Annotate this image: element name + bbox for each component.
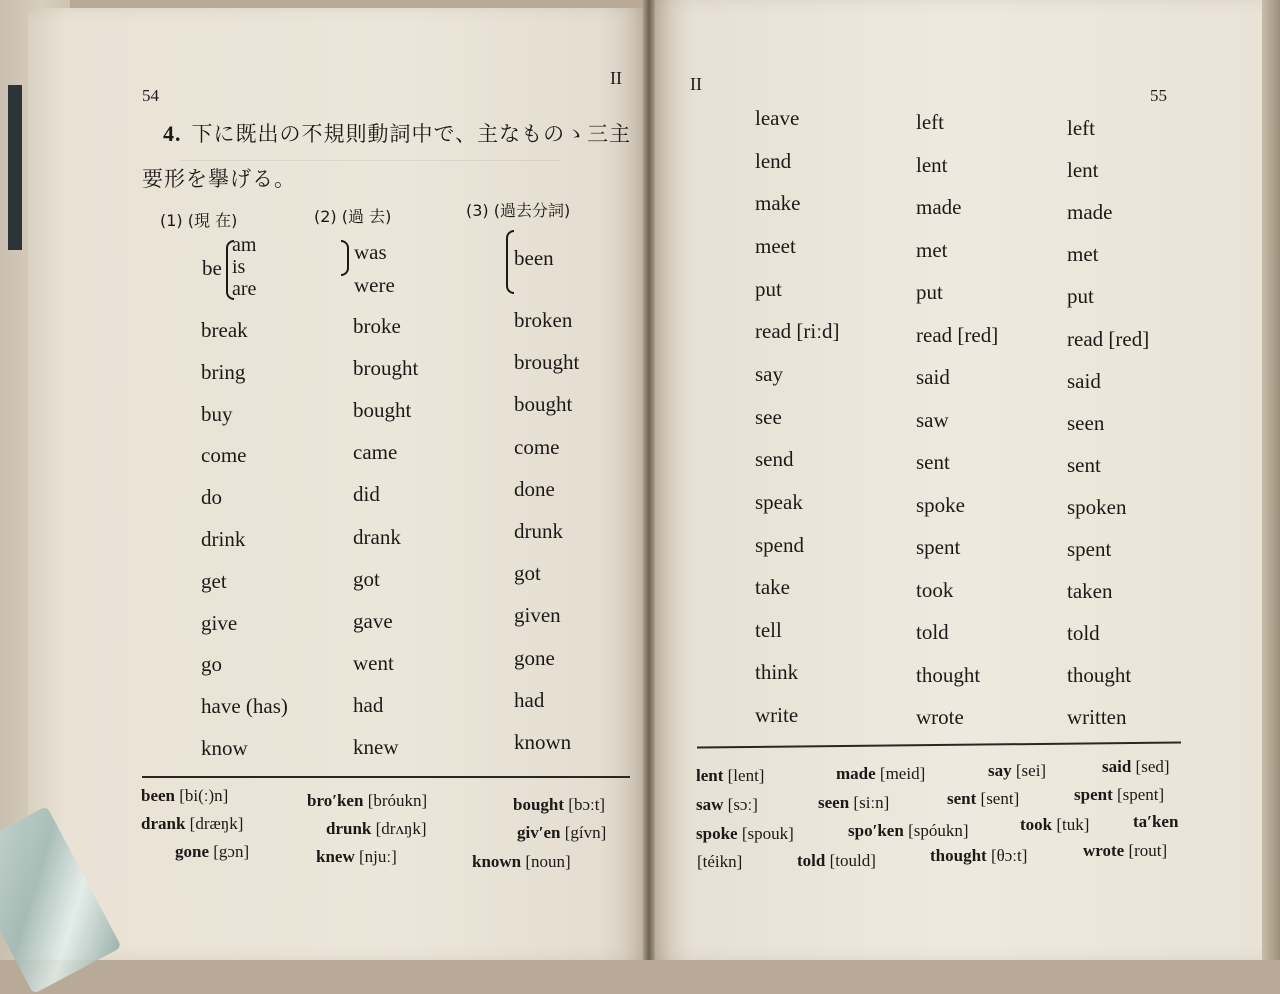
pronunciation-entry — [836, 764, 925, 784]
cover-spine-strip — [8, 85, 22, 250]
right-verb-participle-form: taken — [1067, 579, 1113, 604]
right-verb-past-form: said — [916, 365, 950, 389]
verb-be-been: been — [514, 246, 554, 270]
pronunciation-word: gone — [175, 842, 209, 861]
pronunciation-entry — [947, 789, 1019, 809]
pronunciation-ipa: [rout] — [1128, 841, 1168, 860]
right-verb-past-form: told — [916, 620, 949, 644]
col-head-num: (3) — [466, 201, 489, 220]
pronunciation-entry — [697, 852, 742, 872]
pronunciation-ipa: [θɔːt] — [990, 846, 1028, 865]
left-verb-present-form: give — [201, 610, 238, 635]
right-verb-past-form: made — [916, 195, 962, 219]
right-verb-present-form: take — [755, 575, 790, 600]
book-gutter — [643, 0, 655, 960]
left-verb-past-form: went — [353, 650, 394, 675]
chapter-mark-left: II — [610, 68, 622, 88]
pronunciation-entry — [930, 846, 1027, 866]
pronunciation-word: told — [797, 851, 826, 870]
pronunciation-ipa: [noun] — [525, 852, 571, 871]
right-verb-participle-form: written — [1067, 705, 1127, 730]
col-head-label: (過去分詞) — [493, 201, 571, 220]
right-verb-present-form: say — [755, 361, 783, 386]
left-verb-participle-form: drunk — [514, 519, 563, 543]
pronunciation-entry — [1074, 785, 1164, 805]
pronunciation-word: sent — [947, 789, 977, 808]
right-verb-present-form: think — [755, 660, 799, 685]
pronunciation-word: took — [1020, 815, 1053, 834]
pronunciation-entry — [513, 795, 605, 815]
col-head-num: (2) — [314, 207, 337, 226]
right-verb-participle-form: met — [1067, 242, 1099, 267]
left-verb-past-form: did — [353, 482, 380, 507]
pronunciation-ipa: [gɔn] — [213, 842, 250, 861]
pronunciation-word: say — [988, 761, 1012, 780]
verb-be-is: is — [232, 256, 246, 278]
right-verb-participle-form: read [red] — [1067, 326, 1150, 351]
left-verb-present-form: have (has) — [201, 694, 288, 719]
pronunciation-word: made — [836, 764, 876, 783]
left-verb-present-form: know — [201, 736, 248, 760]
pronunciation-ipa: [lent] — [727, 766, 765, 785]
pronunciation-entry — [307, 791, 427, 811]
pronunciation-ipa: [njuː] — [358, 847, 397, 866]
right-verb-past-form: spent — [916, 535, 961, 559]
left-verb-present-form: buy — [201, 401, 233, 426]
right-verb-participle-form: seen — [1067, 410, 1105, 435]
verb-be-am: am — [232, 234, 257, 256]
right-verb-present-form: read [riːd] — [755, 319, 840, 344]
verb-be-are: are — [232, 278, 257, 300]
left-verb-present-form: drink — [201, 527, 246, 551]
col-head-label: (過 去) — [341, 207, 392, 226]
left-verb-participle-form: come — [514, 434, 560, 459]
pronunciation-entry — [175, 842, 249, 862]
col-head-present — [160, 208, 237, 231]
right-verb-present-form: lend — [755, 148, 792, 173]
right-verb-participle-form: spent — [1067, 537, 1112, 561]
left-verb-participle-form: done — [514, 476, 555, 501]
right-verb-past-form: saw — [916, 407, 949, 432]
pronunciation-entry — [696, 766, 764, 786]
pronunciation-ipa: [dræŋk] — [189, 814, 244, 833]
pronunciation-word: thought — [930, 846, 987, 865]
pronunciation-word: ta′ken — [1133, 812, 1179, 831]
right-verb-past-form: wrote — [916, 705, 964, 729]
chapter-mark-right: II — [690, 74, 702, 94]
brace-be-participle — [506, 230, 514, 294]
pronunciation-ipa: [spent] — [1116, 785, 1165, 804]
pronunciation-word: spent — [1074, 785, 1113, 804]
pronunciation-entry — [141, 814, 243, 834]
left-verb-past-form: got — [353, 566, 380, 591]
right-verb-present-form: spend — [755, 532, 804, 557]
left-verb-participle-form: known — [514, 730, 572, 754]
left-verb-participle-form: gone — [514, 645, 555, 670]
pronunciation-word: knew — [316, 847, 355, 866]
heading-text-line1: 下に既出の不規則動詞中で、主なものゝ三主 — [191, 122, 632, 146]
left-verb-participle-form: brought — [514, 350, 580, 375]
pronunciation-ipa: [sɔː] — [727, 795, 758, 814]
pronunciation-entry — [818, 793, 889, 813]
pronunciation-word: giv′en — [517, 823, 561, 842]
pronunciation-word: drunk — [326, 819, 372, 838]
right-verb-present-form: meet — [755, 233, 796, 258]
right-verb-participle-form: made — [1067, 200, 1113, 225]
pronunciation-entry — [517, 823, 606, 843]
pronunciation-word: wrote — [1083, 841, 1125, 860]
page-number-right: 55 — [1150, 86, 1167, 105]
pronunciation-ipa: [spouk] — [741, 824, 794, 843]
right-verb-present-form: leave — [755, 106, 800, 130]
pronunciation-ipa: [sei] — [1015, 761, 1047, 780]
right-verb-participle-form: sent — [1067, 452, 1101, 477]
col-head-num: (1) — [160, 211, 183, 230]
brace-be-past — [341, 240, 349, 276]
right-verb-past-form: put — [916, 280, 943, 304]
pronunciation-entry — [1020, 815, 1089, 835]
verb-be: be — [202, 256, 222, 280]
pronunciation-word: saw — [696, 795, 724, 814]
pronunciation-word: seen — [818, 793, 850, 812]
right-verb-past-form: thought — [916, 662, 981, 687]
left-verb-past-form: brought — [353, 356, 419, 381]
right-verb-present-form: send — [755, 447, 794, 472]
pronunciation-word: drank — [141, 814, 186, 833]
right-verb-past-form: read [red] — [916, 322, 999, 347]
col-head-participle — [466, 198, 570, 221]
right-verb-participle-form: told — [1067, 621, 1100, 646]
right-verb-participle-form: left — [1067, 116, 1095, 140]
pronunciation-entry — [797, 851, 876, 871]
right-verb-present-form: tell — [755, 617, 782, 642]
col-head-label: (現 在) — [187, 211, 238, 230]
pronunciation-word: bro′ken — [307, 791, 364, 810]
pronunciation-ipa: [drʌŋk] — [375, 819, 427, 838]
left-verb-participle-form: given — [514, 603, 561, 628]
pronunciation-entry — [472, 852, 571, 872]
left-verb-present-form: get — [201, 568, 227, 593]
pronunciation-entry — [696, 795, 758, 815]
right-verb-past-form: sent — [916, 450, 950, 474]
left-verb-present-form: bring — [201, 359, 246, 384]
pronunciation-entry — [1133, 812, 1178, 832]
pronunciation-ipa: [gívn] — [564, 823, 607, 842]
left-verb-past-form: knew — [353, 735, 399, 759]
left-verb-participle-form: got — [514, 561, 541, 586]
left-verb-participle-form: had — [514, 687, 545, 712]
pronunciation-word: known — [472, 852, 522, 871]
verb-be-were: were — [354, 273, 395, 297]
book-cover-right — [1262, 0, 1280, 960]
pronunciation-word: been — [141, 786, 175, 805]
left-verb-past-form: drank — [353, 524, 401, 549]
pronunciation-entry — [1102, 757, 1170, 777]
pronunciation-ipa: [siːn] — [853, 793, 890, 812]
pronunciation-entry — [1083, 841, 1167, 861]
verb-be-was: was — [354, 240, 387, 264]
pronunciation-ipa: [bi(ː)n] — [179, 786, 229, 805]
right-verb-participle-form: put — [1067, 284, 1094, 309]
left-verb-past-form: broke — [353, 314, 401, 338]
col-head-past — [314, 204, 391, 227]
pronunciation-ipa: [bɔːt] — [568, 795, 606, 814]
right-verb-participle-form: lent — [1067, 158, 1099, 183]
right-verb-past-form: spoke — [916, 492, 965, 517]
pronunciation-ipa: [meid] — [879, 764, 926, 783]
left-verb-past-form: gave — [353, 608, 393, 633]
pronunciation-ipa: [spóukn] — [908, 821, 969, 840]
pronunciation-entry — [326, 819, 427, 839]
pronunciation-entry — [696, 824, 794, 844]
pronunciation-word: said — [1102, 757, 1132, 776]
right-verb-present-form: see — [755, 404, 782, 429]
left-verb-present-form: do — [201, 485, 222, 510]
right-verb-past-form: left — [916, 110, 944, 134]
pronunciation-word: spo′ken — [848, 821, 904, 840]
pronunciation-entry — [988, 761, 1046, 781]
left-verb-past-form: bought — [353, 398, 412, 423]
right-verb-past-form: took — [916, 577, 954, 602]
right-verb-participle-form: thought — [1067, 663, 1132, 688]
left-verb-present-form: come — [201, 443, 247, 468]
pronunciation-ipa: [téikn] — [697, 852, 743, 871]
right-verb-participle-form: spoken — [1067, 494, 1127, 519]
pronunciation-ipa: [sent] — [980, 789, 1020, 808]
right-verb-participle-form: said — [1067, 368, 1101, 393]
left-verb-participle-form: broken — [514, 308, 573, 332]
right-verb-past-form: lent — [916, 152, 948, 177]
pronunciation-entry — [141, 786, 228, 806]
left-verb-past-form: came — [353, 440, 398, 465]
divider-left — [142, 776, 630, 778]
section-heading — [163, 118, 631, 148]
pronunciation-ipa: [bróukn] — [367, 791, 428, 810]
left-verb-present-form: break — [201, 318, 248, 342]
right-verb-present-form: speak — [755, 489, 803, 514]
pronunciation-ipa: [tould] — [829, 851, 876, 870]
left-verb-past-form: had — [353, 692, 384, 717]
page-number-left: 54 — [142, 86, 159, 105]
pronunciation-word: spoke — [696, 824, 738, 843]
heading-text-line2: 要形を擧げる。 — [142, 167, 296, 191]
pronunciation-ipa: [sed] — [1135, 757, 1170, 776]
pronunciation-entry — [848, 821, 969, 841]
right-verb-present-form: put — [755, 276, 782, 301]
heading-number: 4. — [163, 121, 182, 146]
right-verb-present-form: write — [755, 703, 799, 728]
left-verb-participle-form: bought — [514, 392, 573, 417]
left-verb-present-form: go — [201, 652, 222, 677]
pronunciation-entry — [316, 847, 397, 867]
right-verb-present-form: make — [755, 191, 801, 216]
pronunciation-word: bought — [513, 795, 565, 814]
right-verb-past-form: met — [916, 237, 948, 262]
pronunciation-ipa: [tuk] — [1056, 815, 1090, 834]
pronunciation-word: lent — [696, 766, 724, 785]
